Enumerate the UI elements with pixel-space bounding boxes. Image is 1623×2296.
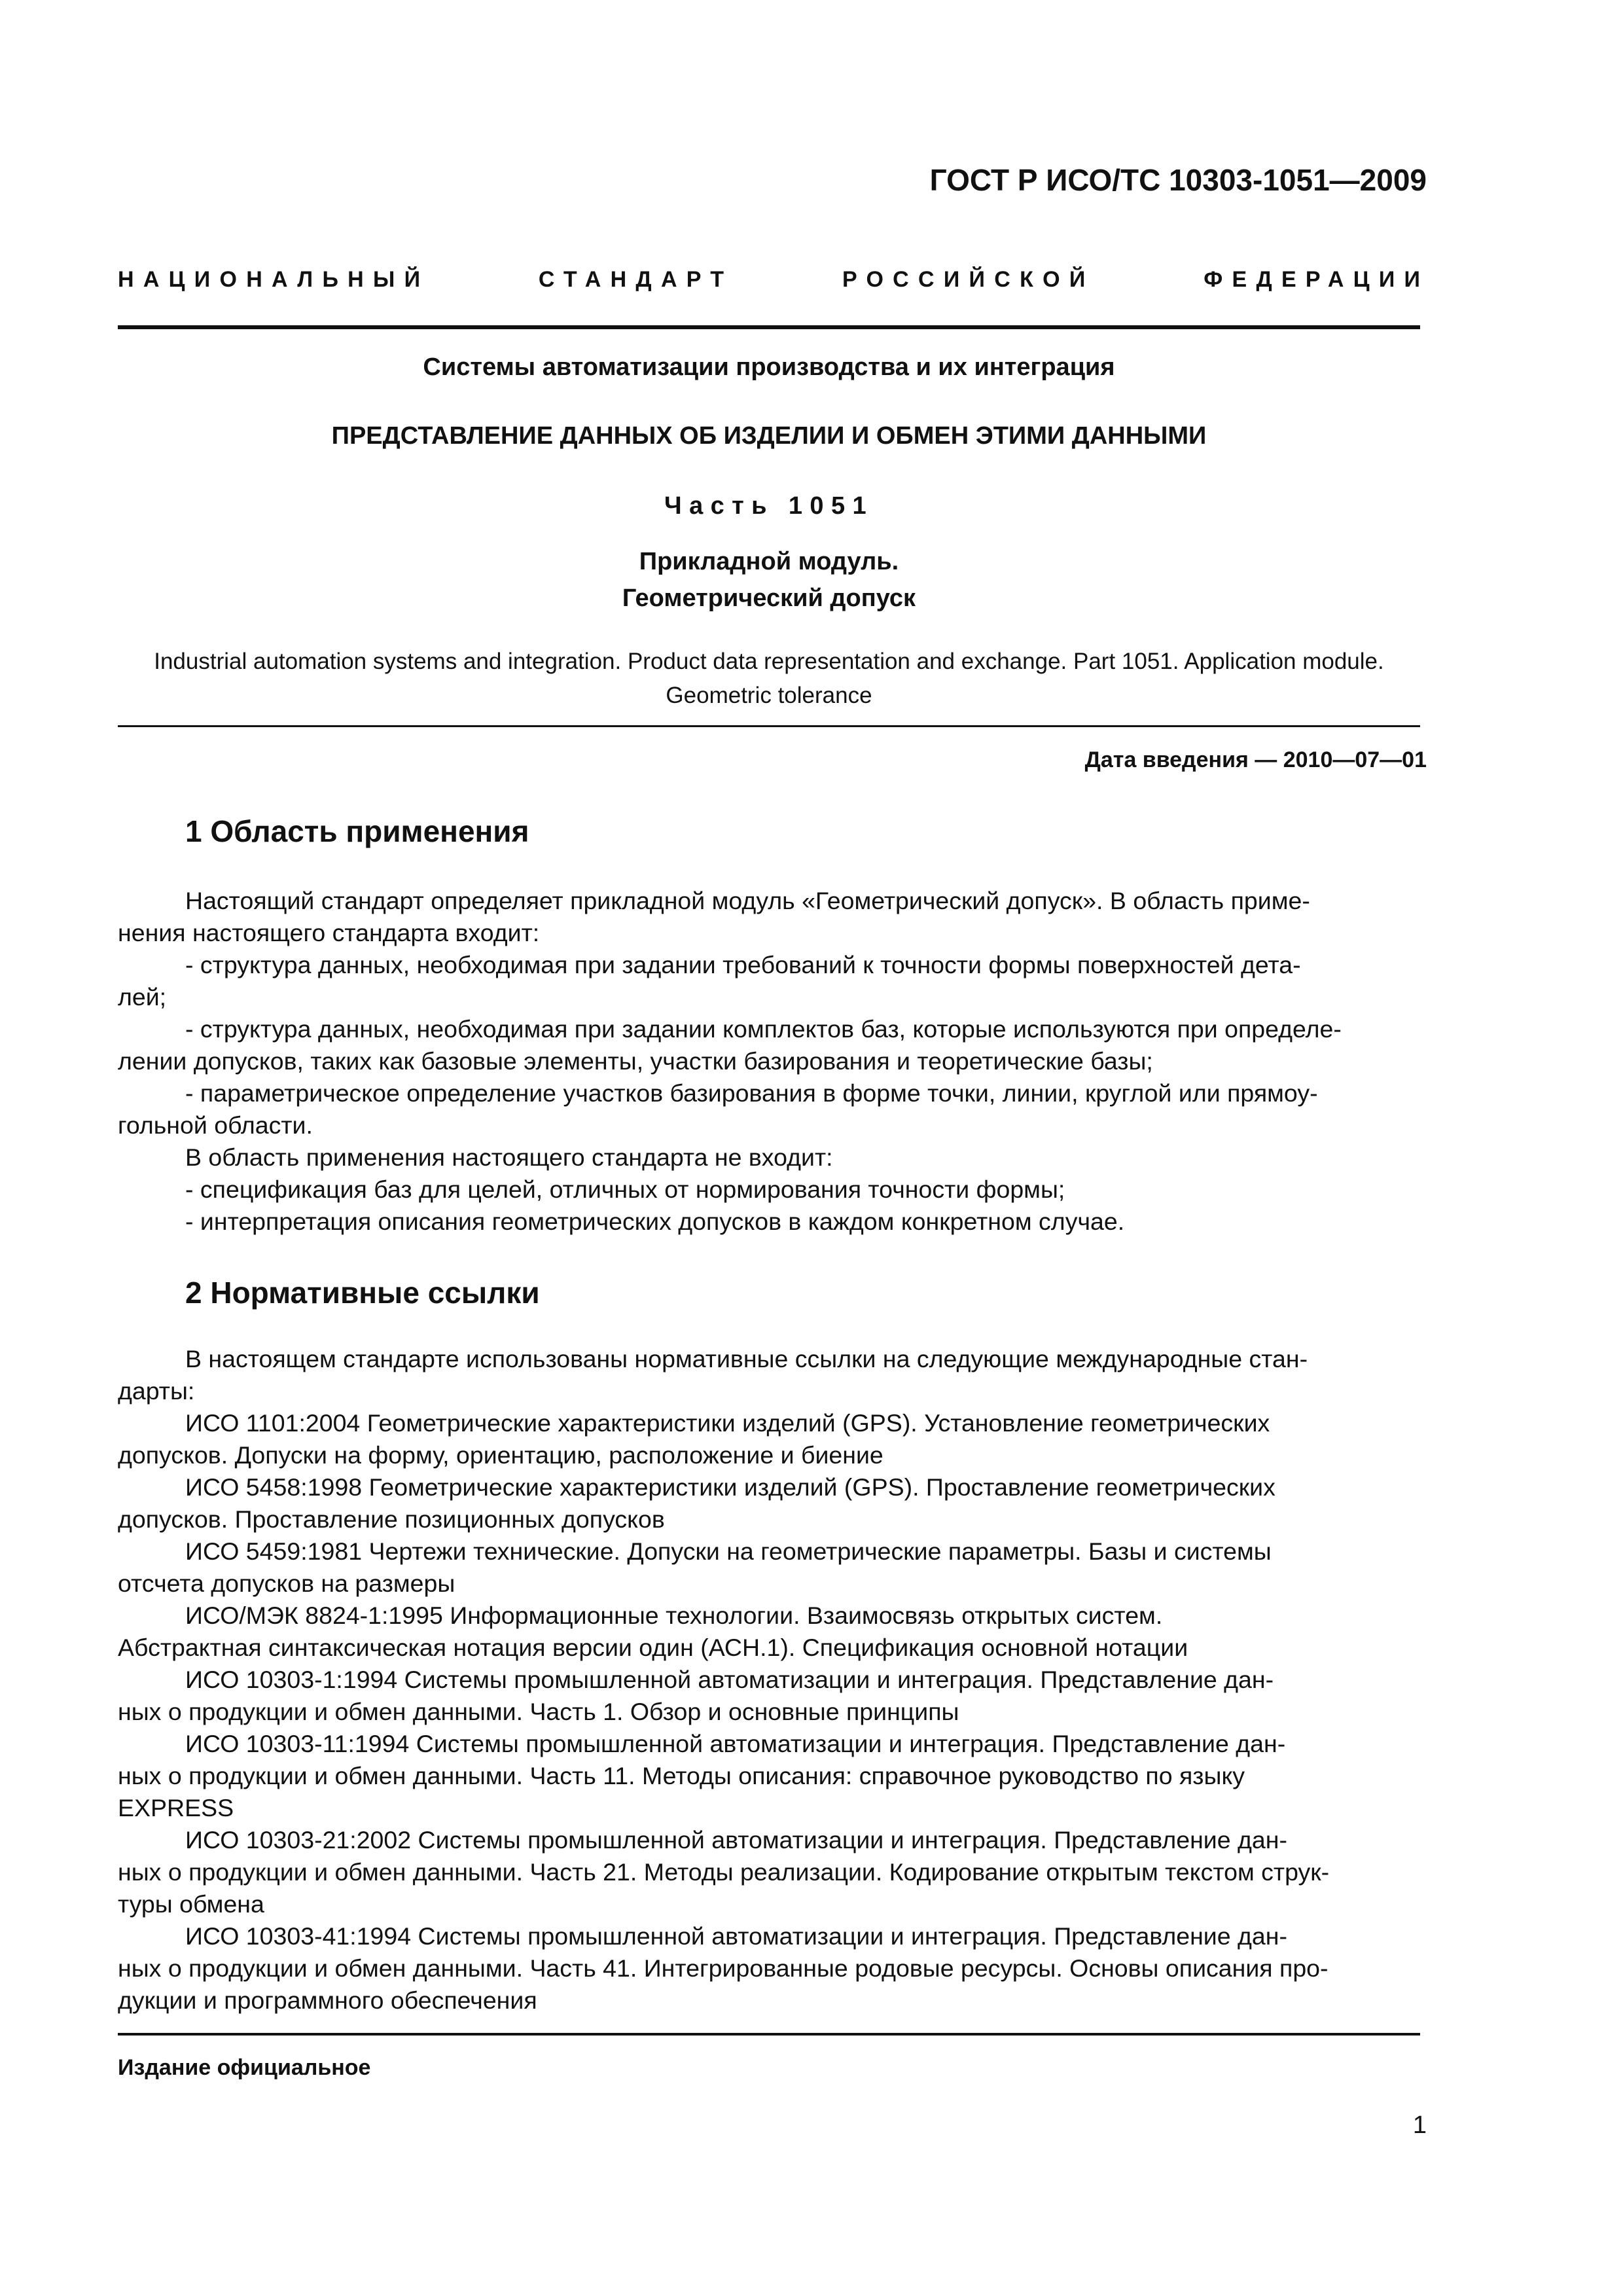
reference-entry: ИСО 1101:2004 Геометрические характеристики изделий (GPS). Установление геометрических — [185, 1409, 1270, 1437]
document-code: ГОСТ Р ИСО/ТС 10303-1051—2009 — [929, 163, 1427, 197]
english-title — [118, 645, 1420, 713]
national-standard-banner — [118, 267, 1430, 293]
text-line: нения настоящего стандарта входит: — [118, 919, 540, 946]
text-line: туры обмена — [118, 1890, 264, 1918]
text-line: EXPRESS — [118, 1794, 234, 1821]
english-title-line: Industrial automation systems and integration. Product data representation and exchange. Part 1051. Application module. — [154, 649, 1384, 674]
text-line: - спецификация баз для целей, отличных от нормирования точности формы; — [185, 1175, 1065, 1203]
reference-entry: ИСО 10303-21:2002 Системы промышленной автоматизации и интеграция. Представление дан- — [185, 1826, 1287, 1854]
text-line: - структура данных, необходимая при задании комплектов баз, которые используются при определе- — [185, 1015, 1342, 1043]
title-systems: Системы автоматизации производства и их интеграция — [423, 353, 1115, 381]
english-title-line: Geometric tolerance — [666, 683, 872, 708]
section-1-heading: 1 Область применения — [185, 814, 529, 848]
page-number: 1 — [1412, 2111, 1427, 2139]
title-module-line: Прикладной модуль. — [639, 548, 899, 575]
text-line: лей; — [118, 983, 167, 1011]
section-2-body — [118, 1343, 1420, 2017]
text-line: отсчета допусков на размеры — [118, 1570, 455, 1597]
reference-entry: ИСО 10303-41:1994 Системы промышленной автоматизации и интеграция. Представление дан- — [185, 1922, 1287, 1950]
title-part: Часть 1051 — [664, 492, 874, 520]
reference-entry: ИСО/МЭК 8824-1:1995 Информационные технологии. Взаимосвязь открытых систем. — [185, 1602, 1163, 1629]
banner-word: НАЦИОНАЛЬНЫЙ — [118, 267, 430, 292]
reference-entry: ИСО 10303-11:1994 Системы промышленной автоматизации и интеграция. Представление дан- — [185, 1730, 1286, 1757]
introduction-date: Дата введения — 2010—07—01 — [1084, 747, 1427, 772]
section-1-body — [118, 885, 1420, 1238]
title-module — [118, 543, 1420, 617]
edition-label: Издание официальное — [118, 2055, 371, 2080]
section-2-heading: 2 Нормативные ссылки — [185, 1276, 540, 1310]
text-line: ных о продукции и обмен данными. Часть 21. Методы реализации. Кодирование открытым текстом струк- — [118, 1858, 1330, 1886]
text-line: допусков. Допуски на форму, ориентацию, расположение и биение — [118, 1441, 883, 1469]
footer-divider — [118, 2033, 1420, 2036]
text-line: В настоящем стандарте использованы нормативные ссылки на следующие международные стан- — [185, 1345, 1308, 1372]
text-line: дарты: — [118, 1377, 195, 1405]
text-line: гольной области. — [118, 1111, 313, 1139]
reference-entry: ИСО 5458:1998 Геометрические характеристики изделий (GPS). Проставление геометрических — [185, 1473, 1275, 1501]
text-line: допусков. Проставление позиционных допусков — [118, 1505, 665, 1533]
text-line: - интерпретация описания геометрических допусков в каждом конкретном случае. — [185, 1208, 1125, 1235]
text-line: - параметрическое определение участков базирования в форме точки, линии, круглой или прямоу- — [185, 1079, 1318, 1107]
banner-word: РОССИЙСКОЙ — [842, 267, 1095, 292]
header-divider — [118, 325, 1420, 329]
text-line: Настоящий стандарт определяет прикладной модуль «Геометрический допуск». В область приме- — [185, 887, 1310, 914]
title-representation: ПРЕДСТАВЛЕНИЕ ДАННЫХ ОБ ИЗДЕЛИИ И ОБМЕН ЭТИМИ ДАННЫМИ — [331, 422, 1207, 450]
banner-word: СТАНДАРТ — [538, 267, 734, 292]
text-line: Абстрактная синтаксическая нотация версии один (АСН.1). Спецификация основной нотации — [118, 1634, 1188, 1661]
text-line: ных о продукции и обмен данными. Часть 41. Интегрированные родовые ресурсы. Основы описания про- — [118, 1954, 1329, 1982]
reference-entry: ИСО 10303-1:1994 Системы промышленной автоматизации и интеграция. Представление дан- — [185, 1666, 1274, 1693]
text-line: ных о продукции и обмен данными. Часть 11. Методы описания: справочное руководство по языку — [118, 1762, 1245, 1789]
text-line: лении допусков, таких как базовые элементы, участки базирования и теоретические базы; — [118, 1047, 1153, 1075]
text-line: дукции и программного обеспечения — [118, 1986, 537, 2014]
text-line: - структура данных, необходимая при задании требований к точности формы поверхностей дета- — [185, 951, 1301, 978]
banner-word: ФЕДЕРАЦИИ — [1204, 267, 1430, 292]
title-module-line: Геометрический допуск — [622, 584, 916, 612]
text-line: В область применения настоящего стандарта не входит: — [185, 1143, 833, 1171]
text-line: ных о продукции и обмен данными. Часть 1. Обзор и основные принципы — [118, 1698, 959, 1725]
reference-entry: ИСО 5459:1981 Чертежи технические. Допуски на геометрические параметры. Базы и системы — [185, 1537, 1272, 1565]
title-divider — [118, 725, 1420, 727]
